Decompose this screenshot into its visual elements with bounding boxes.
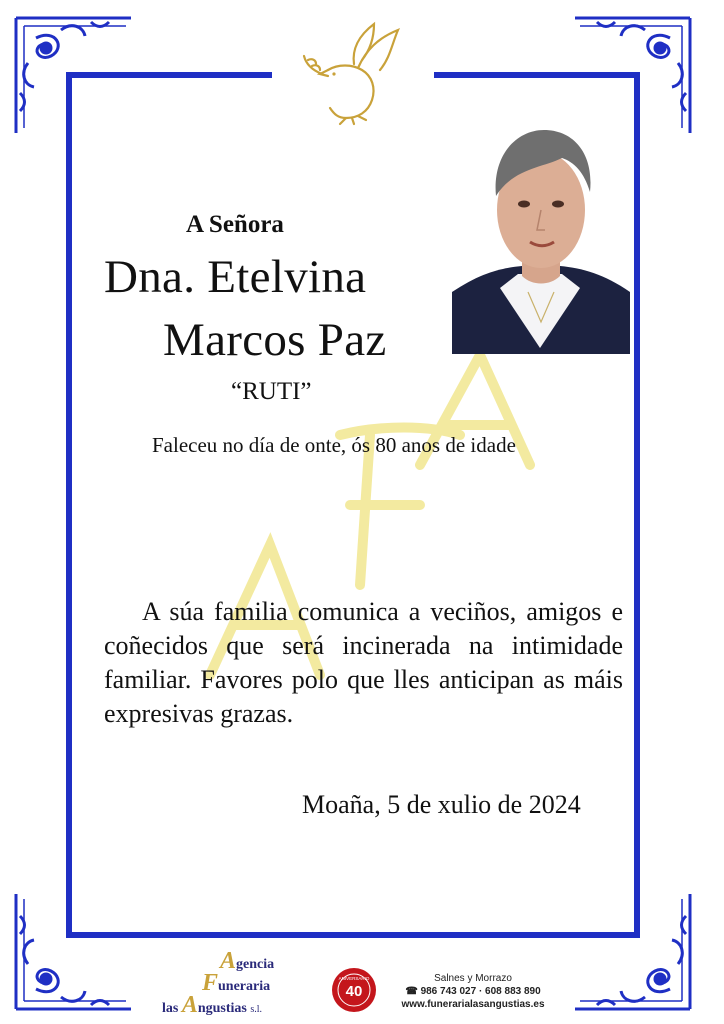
seal-text: ANIVERSARIO	[338, 976, 370, 981]
death-notice: Faleceu no día de onte, ós 80 anos de idade	[152, 433, 516, 457]
contact-phone: ☎ 986 743 027 · 608 883 890	[405, 986, 541, 997]
family-message: A súa familia comunica a veciños, amigos e coñecidos que será incinerada na intimidade familiar. Favores polo que lles anticipan as máis expresivas grazas.	[104, 597, 623, 728]
logo-initial: F	[202, 970, 219, 996]
logo-word-1: gencia	[236, 957, 275, 972]
portrait-photo	[452, 92, 630, 354]
logo-initial: A	[181, 992, 198, 1018]
funeral-agency-logo	[162, 948, 292, 1018]
logo-suffix: s.l.	[250, 1004, 263, 1015]
logo-word-3-pre: las	[162, 1001, 179, 1016]
honorific-title: A Señora	[186, 211, 284, 238]
dove-with-olive-branch-icon	[298, 18, 410, 126]
anniversary-seal-icon	[330, 966, 378, 1014]
agency-contact	[398, 972, 548, 1011]
seal-number: 40	[345, 983, 363, 1000]
logo-word-2: uneraria	[218, 979, 271, 994]
deceased-name-line2: Marcos Paz	[163, 314, 387, 366]
logo-initial: A	[220, 948, 237, 974]
logo-word-3: ngustias	[197, 1001, 247, 1016]
place-and-date: Moaña, 5 de xulio de 2024	[302, 790, 581, 819]
contact-website: www.funerarialasangustias.es	[401, 999, 545, 1010]
deceased-nickname: “RUTI”	[231, 378, 312, 405]
deceased-name-line1: Dna. Etelvina	[104, 251, 367, 303]
contact-region: Salnes y Morrazo	[434, 973, 512, 984]
